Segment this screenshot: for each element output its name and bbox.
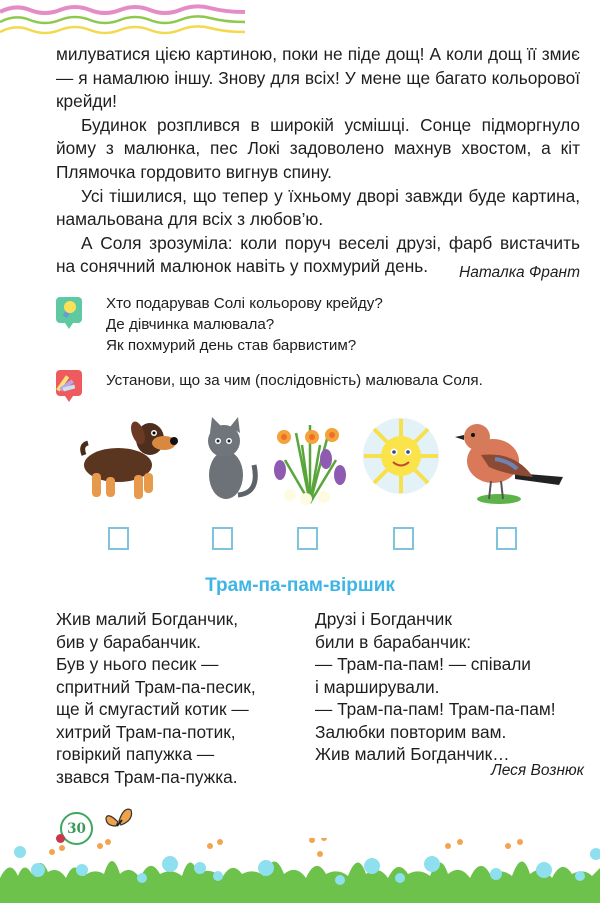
poem-line: бив у барабанчик. [56,631,201,652]
answer-box-2[interactable] [212,527,233,550]
butterfly-icon [104,808,134,834]
poem-line: Жив малий Богданчик… [315,744,510,764]
question: Де дівчинка малювала? [106,316,275,333]
poem-line: звався Трам-па-пужка. [56,766,238,787]
story-paragraph: милуватися цією картиною, поки не піде дощ! А коли дощ її змиє — я намалюю іншу. Знову для всіх! У мене ще багато кольорової крейди! [56,44,580,112]
poem-line: і марширували. [315,676,440,697]
wavy-lines-decoration [0,0,250,40]
story-paragraph: Будинок розплився в широкій усмішці. Сонце підморгнуло йому з малюнка, пес Локі задоволено махнув хвостом, а кіт Плямочка гордовито вигнув спину. [56,114,580,182]
poem-line: — Трам-па-пам! Трам-па-пам! [315,699,556,719]
poem-column-left [56,608,256,788]
answer-box-4[interactable] [393,527,414,550]
question: Як похмурий день став барвистим? [106,337,357,354]
story-author: Наталка Франт [459,264,580,281]
page-number: 30 [60,812,93,845]
poem-column-right [315,608,556,766]
poem-line: — Трам-па-пам! — співали [315,654,531,674]
bird-picture [455,415,567,505]
poem-title: Трам-па-пам-віршик [205,575,395,596]
task-sequence [56,366,483,396]
poem-line: Жив малий Богданчик, [56,609,239,629]
answer-box-5[interactable] [496,527,517,550]
sun-picture [360,415,442,497]
grass-flowers-decoration [0,838,600,903]
lightbulb-icon [56,297,82,323]
poem-line: Залюбки повторим вам. [315,721,507,742]
instruction: Установи, що за чим (послідовність) малювала Соля. [106,372,483,389]
story-text [56,43,580,279]
poem-author: Леся Вознюк [491,762,584,779]
poem-line: Друзі і Богданчик [315,609,452,629]
dog-picture [78,415,183,507]
poem-line: ще й смугастий котик — [56,699,249,719]
sequence-pictures [70,415,580,515]
poem-line: били в барабанчик: [315,631,472,652]
poem-line: спритний Трам-па-песик, [56,676,256,697]
answer-box-3[interactable] [297,527,318,550]
question: Хто подарував Солі кольорову крейду? [106,295,383,312]
answer-box-1[interactable] [108,527,129,550]
task-questions [56,293,383,356]
story-paragraph: А Соля зрозуміла: коли поруч веселі друзі, фарб вистачить на сонячний малюнок навіть у похмурий день. [56,232,580,277]
chalk-icon [56,370,82,396]
poem-line: хитрий Трам-па-потик, [56,721,236,742]
story-paragraph: Усі тішилися, що тепер у їхньому дворі завжди буде картина, намальована для всіх з любов’ю. [56,185,580,230]
flowers-picture [270,415,350,507]
poem-line: говіркий папужка — [56,744,215,764]
cat-picture [198,415,260,503]
poem-line: Був у нього песик — [56,654,219,674]
